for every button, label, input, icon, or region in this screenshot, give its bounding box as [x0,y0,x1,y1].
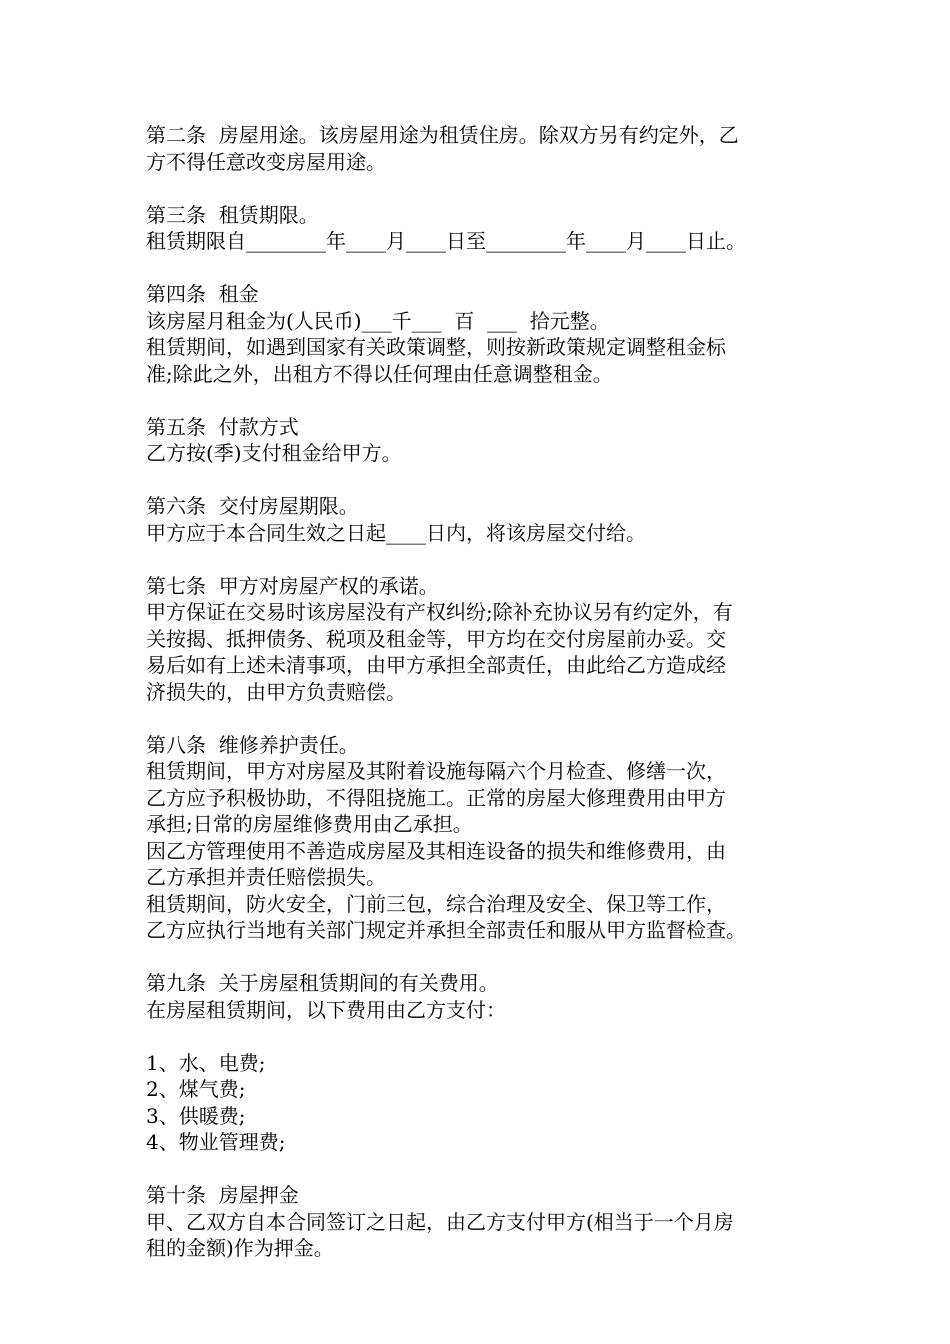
clause-5 [146,414,810,467]
text-line: 第二条 房屋用途。该房屋用途为租赁住房。除双方另有约定外，乙 [146,123,739,147]
text-line: 甲方保证在交易时该房屋没有产权纠纷;除补充协议另有约定外，有 [146,600,733,624]
clause-heading: 第十条 房屋押金 [146,1183,299,1207]
text-line: 甲、乙双方自本合同签订之日起，由乙方支付甲方(相当于一个月房 [146,1209,734,1234]
text-line: 乙方按(季)支付租金给甲方。 [146,441,402,465]
list-item: 1、水、电费; [146,1050,266,1075]
text-line: 租赁期间，如遇到国家有关政策调整，则按新政策规定调整租金标 [146,335,726,359]
clause-2 [146,122,810,175]
text-line: 甲方应于本合同生效之日起____日内，将该房屋交付给。 [146,520,646,545]
text-line: 租赁期限自________年____月____日至________年____月____日止。 [146,229,746,253]
text-line: 关按揭、抵押债务、税项及租金等，甲方均在交付房屋前办妥。交 [146,626,726,651]
clause-heading: 第五条 付款方式 [146,414,299,439]
text-line: 租的金额)作为押金。 [146,1236,334,1260]
list-item: 2、煤气费; [146,1077,246,1101]
text-line: 租赁期间，防火安全，门前三包，综合治理及安全、保卫等工作， [146,891,726,916]
clause-8 [146,732,810,944]
clause-heading: 第三条 租赁期限。 [146,202,319,227]
text-line: 乙方应予积极协助，不得阻挠施工。正常的房屋大修理费用由甲方 [146,785,726,810]
list-item: 3、供暖费; [146,1103,246,1128]
fee-list [146,1050,810,1156]
clause-heading: 第七条 甲方对房屋产权的承诺。 [146,573,439,598]
list-item: 4、物业管理费; [146,1130,286,1154]
text-line: 准;除此之外，出租方不得以任何理由任意调整租金。 [146,361,613,386]
clause-9 [146,970,810,1023]
clause-7 [146,573,810,706]
text-line: 租赁期间，甲方对房屋及其附着设施每隔六个月检查、修缮一次， [146,759,726,783]
clause-heading: 第四条 租金 [146,282,259,306]
text-line: 乙方承担并责任赔偿损失。 [146,865,386,889]
clause-6 [146,493,810,546]
text-line: 该房屋月租金为(人民币)___千___ 百 ___ 拾元整。 [146,308,610,333]
text-line: 济损失的，由甲方负责赔偿。 [146,679,406,704]
text-line: 方不得任意改变房屋用途。 [146,149,386,174]
text-line: 承担;日常的房屋维修费用由乙承担。 [146,812,473,836]
clause-heading: 第六条 交付房屋期限。 [146,494,359,518]
text-line: 因乙方管理使用不善造成房屋及其相连设备的损失和维修费用，由 [146,838,726,863]
clause-4 [146,281,810,387]
text-line: 易后如有上述未清事项，由甲方承担全部责任，由此给乙方造成经 [146,653,726,677]
clause-heading: 第九条 关于房屋租赁期间的有关费用。 [146,971,499,995]
clause-3 [146,202,810,255]
document-page [146,122,810,1288]
clause-heading: 第八条 维修养护责任。 [146,732,359,757]
text-line: 乙方应执行当地有关部门规定并承担全部责任和服从甲方监督检查。 [146,918,746,942]
text-line: 在房屋租赁期间，以下费用由乙方支付： [146,997,506,1022]
clause-10 [146,1182,810,1262]
